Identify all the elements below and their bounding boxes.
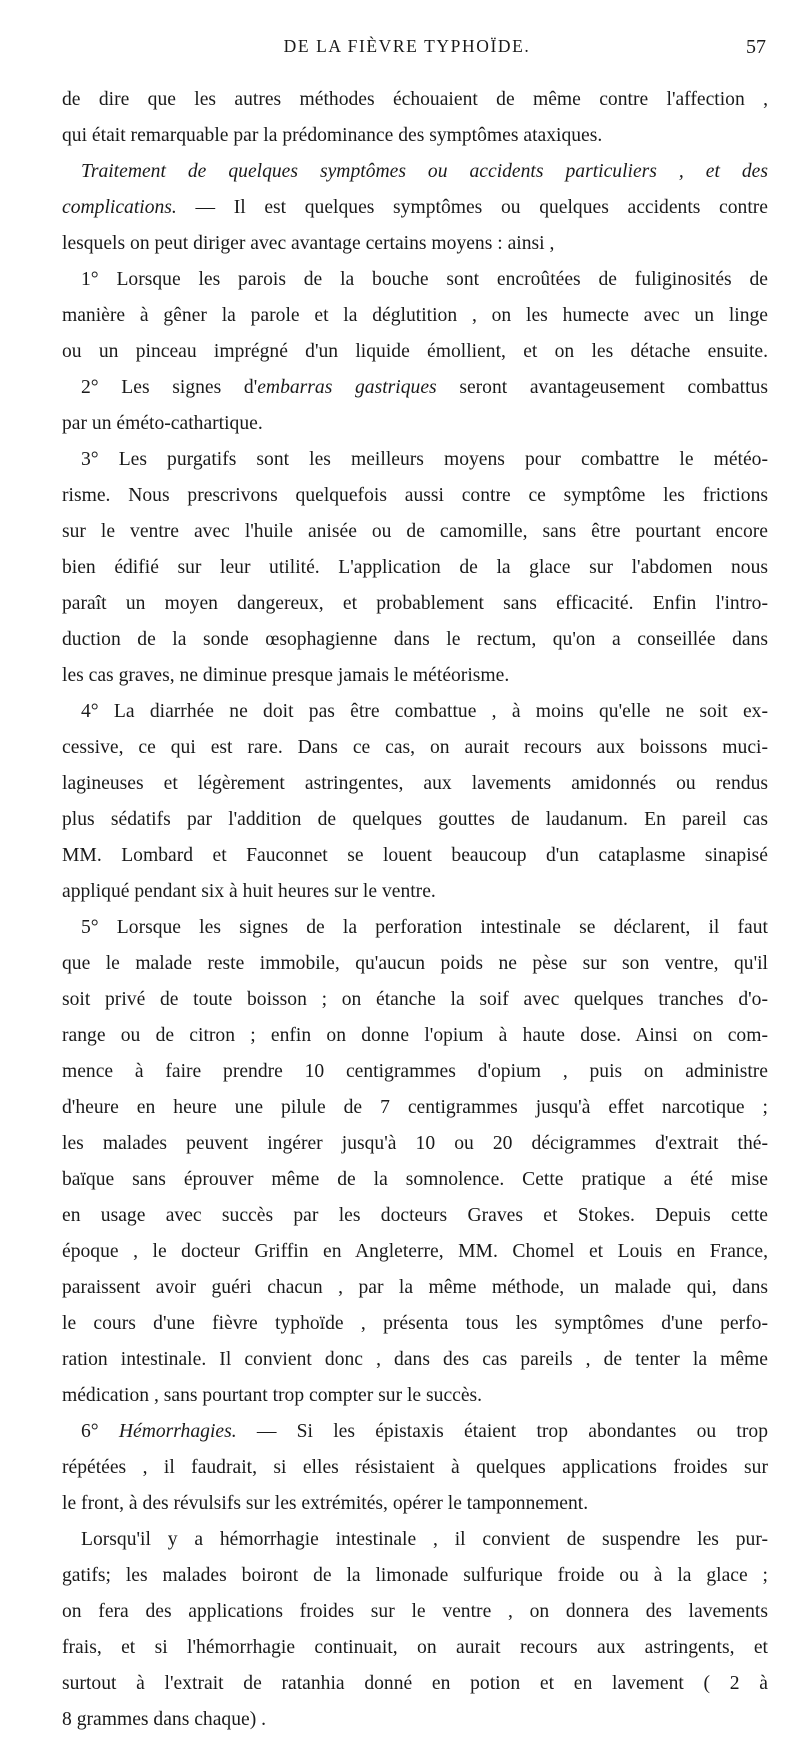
line-rest: seront avantageusement combattus xyxy=(436,377,768,398)
text-line: répétées , il faudrait, si elles résistaient à quelques applications froides sur xyxy=(62,1457,768,1478)
text-line xyxy=(62,370,768,406)
text-line: de dire que les autres méthodes échouaient de même contre l'affection , xyxy=(62,89,768,110)
text-line: les cas graves, ne diminue presque jamais le météorisme. xyxy=(62,665,510,686)
text-line: lesquels on peut diriger avec avantage certains moyens : ainsi , xyxy=(62,233,555,254)
text-line: bien édifié sur leur utilité. L'application de la glace sur l'abdomen nous xyxy=(62,557,768,578)
text-line: MM. Lombard et Fauconnet se louent beaucoup d'un cataplasme sinapisé xyxy=(62,845,768,866)
text-line: le cours d'une fièvre typhoïde , présenta tous les symptômes d'une perfo- xyxy=(62,1313,768,1334)
text-line: médication , sans pourtant trop compter sur le succès. xyxy=(62,1385,483,1406)
line-pre: 6° xyxy=(81,1421,119,1442)
text-line: on fera des applications froides sur le ventre , on donnera des lavements xyxy=(62,1601,768,1622)
heading-italic: complications. xyxy=(62,197,177,218)
text-line: les malades peuvent ingérer jusqu'à 10 ou 20 décigrammes d'extrait thé- xyxy=(62,1133,768,1154)
heading-italic: Traitement de quelques symptômes ou accidents particuliers , et des xyxy=(81,161,768,182)
text-line: sur le ventre avec l'huile anisée ou de camomille, sans être pourtant encore xyxy=(62,521,768,542)
text-line: frais, et si l'hémorrhagie continuait, on aurait recours aux astringents, et xyxy=(62,1637,768,1658)
body-text xyxy=(62,82,768,1738)
heading-rest: — Il est quelques symptômes ou quelques accidents contre xyxy=(176,197,768,218)
heading-italic: Hémorrhagies. xyxy=(118,1421,237,1442)
page-header xyxy=(48,36,766,66)
text-line: qui était remarquable par la prédominance des symptômes ataxiques. xyxy=(62,125,603,146)
text-line: paraissent avoir guéri chacun , par la même méthode, un malade qui, dans xyxy=(62,1277,768,1298)
text-line: ou un pinceau imprégné d'un liquide émollient, et on les détache ensuite. xyxy=(62,341,768,362)
text-line: soit privé de toute boisson ; on étanche la soif avec quelques tranches d'o- xyxy=(62,989,768,1010)
text-line: le front, à des révulsifs sur les extrémités, opérer le tamponnement. xyxy=(62,1493,589,1514)
section-heading-line xyxy=(62,190,768,226)
page-number: 57 xyxy=(746,36,766,58)
text-line: risme. Nous prescrivons quelquefois aussi contre ce symptôme les frictions xyxy=(62,485,768,506)
section-heading-line xyxy=(62,1414,768,1450)
text-line: lagineuses et légèrement astringentes, aux lavements amidonnés ou rendus xyxy=(62,773,768,794)
text-line: 3° Les purgatifs sont les meilleurs moyens pour combattre le météo- xyxy=(81,449,768,470)
text-line: Lorsqu'il y a hémorrhagie intestinale , il convient de suspendre les pur- xyxy=(81,1529,768,1550)
text-line: range ou de citron ; enfin on donne l'opium à haute dose. Ainsi on com- xyxy=(62,1025,768,1046)
text-line: d'heure en heure une pilule de 7 centigrammes jusqu'à effet narcotique ; xyxy=(62,1097,768,1118)
text-line: par un éméto-cathartique. xyxy=(62,413,263,434)
text-line: 5° Lorsque les signes de la perforation intestinale se déclarent, il faut xyxy=(81,917,768,938)
text-line: époque , le docteur Griffin en Angleterre, MM. Chomel et Louis en France, xyxy=(62,1241,768,1262)
heading-rest: — Si les épistaxis étaient trop abondantes ou trop xyxy=(236,1421,768,1442)
section-heading-line xyxy=(62,154,768,190)
text-line: en usage avec succès par les docteurs Graves et Stokes. Depuis cette xyxy=(62,1205,768,1226)
text-line: appliqué pendant six à huit heures sur le ventre. xyxy=(62,881,436,902)
line-italic: embarras gastriques xyxy=(257,377,437,398)
text-line: 1° Lorsque les parois de la bouche sont encroûtées de fuliginosités de xyxy=(81,269,768,290)
text-line: surtout à l'extrait de ratanhia donné en potion et en lavement ( 2 à xyxy=(62,1673,768,1694)
text-line: ration intestinale. Il convient donc , dans des cas pareils , de tenter la même xyxy=(62,1349,768,1370)
text-line: gatifs; les malades boiront de la limonade sulfurique froide ou à la glace ; xyxy=(62,1565,768,1586)
text-line: 4° La diarrhée ne doit pas être combattue , à moins qu'elle ne soit ex- xyxy=(81,701,768,722)
text-line: que le malade reste immobile, qu'aucun poids ne pèse sur son ventre, qu'il xyxy=(62,953,768,974)
text-line: cessive, ce qui est rare. Dans ce cas, on aurait recours aux boissons muci- xyxy=(62,737,768,758)
text-line: mence à faire prendre 10 centigrammes d'opium , puis on administre xyxy=(62,1061,768,1082)
text-line: plus sédatifs par l'addition de quelques gouttes de laudanum. En pareil cas xyxy=(62,809,768,830)
text-line: manière à gêner la parole et la déglutition , on les humecte avec un linge xyxy=(62,305,768,326)
text-line: baïque sans éprouver même de la somnolence. Cette pratique a été mise xyxy=(62,1169,768,1190)
running-title: DE LA FIÈVRE TYPHOÏDE. xyxy=(283,36,531,56)
line-pre: 2° Les signes d' xyxy=(81,377,258,398)
text-line: paraît un moyen dangereux, et probablement sans efficacité. Enfin l'intro- xyxy=(62,593,768,614)
text-line: 8 grammes dans chaque) . xyxy=(62,1709,267,1730)
text-line: duction de la sonde œsophagienne dans le rectum, qu'on a conseillée dans xyxy=(62,629,768,650)
